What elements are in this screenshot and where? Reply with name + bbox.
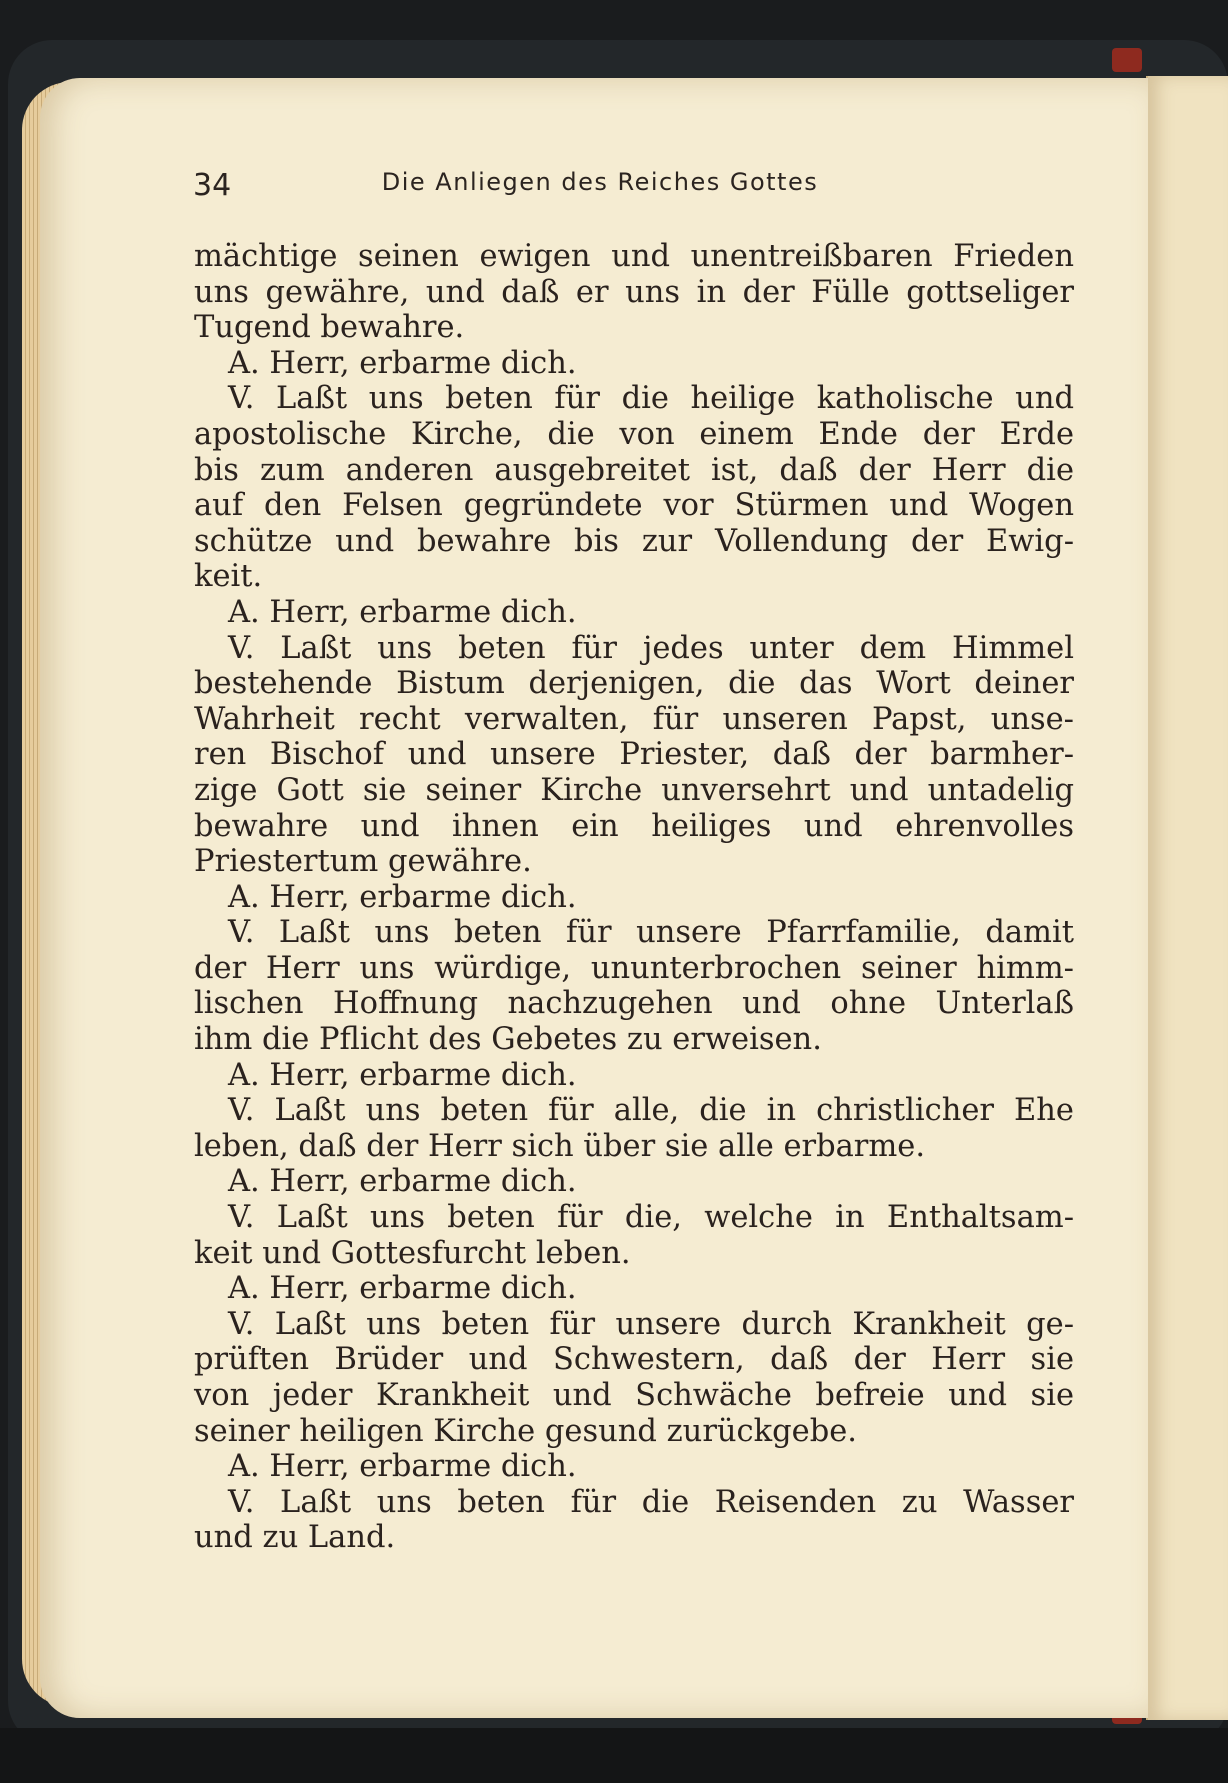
text-line: apostolische Kirche, die von einem Ende der Erde bbox=[194, 416, 1074, 452]
running-head-wrapper bbox=[0, 168, 1228, 196]
text-line: V. Laßt uns beten für unsere Pfarrfamilie, damit bbox=[228, 915, 1074, 951]
text-line: A. Herr, erbarme dich. bbox=[228, 594, 577, 630]
text-line: Wahrheit recht verwalten, für unseren Papst, unse- bbox=[194, 701, 1074, 737]
text-line: mächtige seinen ewigen und unentreißbaren Frieden bbox=[194, 239, 1074, 274]
text-line: bis zum anderen ausgebreitet ist, daß der Herr die bbox=[194, 452, 1074, 488]
text-line: Priestertum gewähre. bbox=[194, 844, 532, 880]
text-line: A. Herr, erbarme dich. bbox=[228, 1164, 577, 1200]
text-line: zige Gott sie seiner Kirche unversehrt und untadelig bbox=[194, 772, 1074, 808]
text-line: V. Laßt uns beten für die heilige katholische und bbox=[228, 381, 1074, 417]
text-line: von jeder Krankheit und Schwäche befreie und sie bbox=[194, 1378, 1074, 1413]
book-bottom-edge bbox=[0, 1728, 1228, 1783]
text-line: uns gewähre, und daß er uns in der Fülle gottseliger bbox=[194, 274, 1074, 310]
text-line: bewahre und ihnen ein heiliges und ehrenvolles bbox=[194, 808, 1074, 844]
ribbon-marker-top bbox=[1112, 48, 1142, 72]
text-line: V. Laßt uns beten für die Reisenden zu Wasser bbox=[228, 1484, 1074, 1520]
page-number: 34 bbox=[193, 168, 232, 203]
text-line: Tugend bewahre. bbox=[194, 310, 465, 346]
text-line: ren Bischof und unsere Priester, daß der barmher- bbox=[194, 737, 1074, 773]
text-line: V. Laßt uns beten für jedes unter dem Himmel bbox=[228, 630, 1074, 666]
text-line: A. Herr, erbarme dich. bbox=[228, 345, 577, 381]
body-text bbox=[194, 239, 1074, 1556]
facing-page bbox=[1146, 76, 1228, 1720]
text-line: V. Laßt uns beten für alle, die in christlicher Ehe bbox=[228, 1093, 1074, 1129]
text-line: A. Herr, erbarme dich. bbox=[228, 1271, 577, 1307]
text-line: leben, daß der Herr sich über sie alle erbarme. bbox=[194, 1128, 926, 1164]
text-line: schütze und bewahre bis zur Vollendung der Ewig- bbox=[194, 523, 1074, 559]
text-line: und zu Land. bbox=[194, 1520, 396, 1556]
text-line: A. Herr, erbarme dich. bbox=[228, 1057, 577, 1093]
text-line: auf den Felsen gegründete vor Stürmen und Wogen bbox=[194, 488, 1074, 524]
text-line: keit und Gottesfurcht leben. bbox=[194, 1235, 631, 1271]
text-line: bestehende Bistum derjenigen, die das Wort deiner bbox=[194, 666, 1074, 702]
text-line: A. Herr, erbarme dich. bbox=[228, 879, 577, 915]
text-line: A. Herr, erbarme dich. bbox=[228, 1449, 577, 1485]
text-line: der Herr uns würdige, ununterbrochen seiner himm- bbox=[194, 950, 1074, 986]
running-head: Die Anliegen des Reiches Gottes bbox=[381, 168, 819, 196]
text-line: seiner heiligen Kirche gesund zurückgebe. bbox=[194, 1413, 857, 1449]
text-line: V. Laßt uns beten für die, welche in Enthaltsam- bbox=[228, 1200, 1074, 1236]
text-line: V. Laßt uns beten für unsere durch Krankheit ge- bbox=[228, 1306, 1074, 1342]
text-line: keit. bbox=[194, 559, 263, 595]
text-line: prüften Brüder und Schwestern, daß der Herr sie bbox=[194, 1342, 1074, 1378]
text-line: ihm die Pflicht des Gebetes zu erweisen. bbox=[194, 1022, 822, 1058]
text-line: lischen Hoffnung nachzugehen und ohne Unterlaß bbox=[194, 986, 1074, 1022]
